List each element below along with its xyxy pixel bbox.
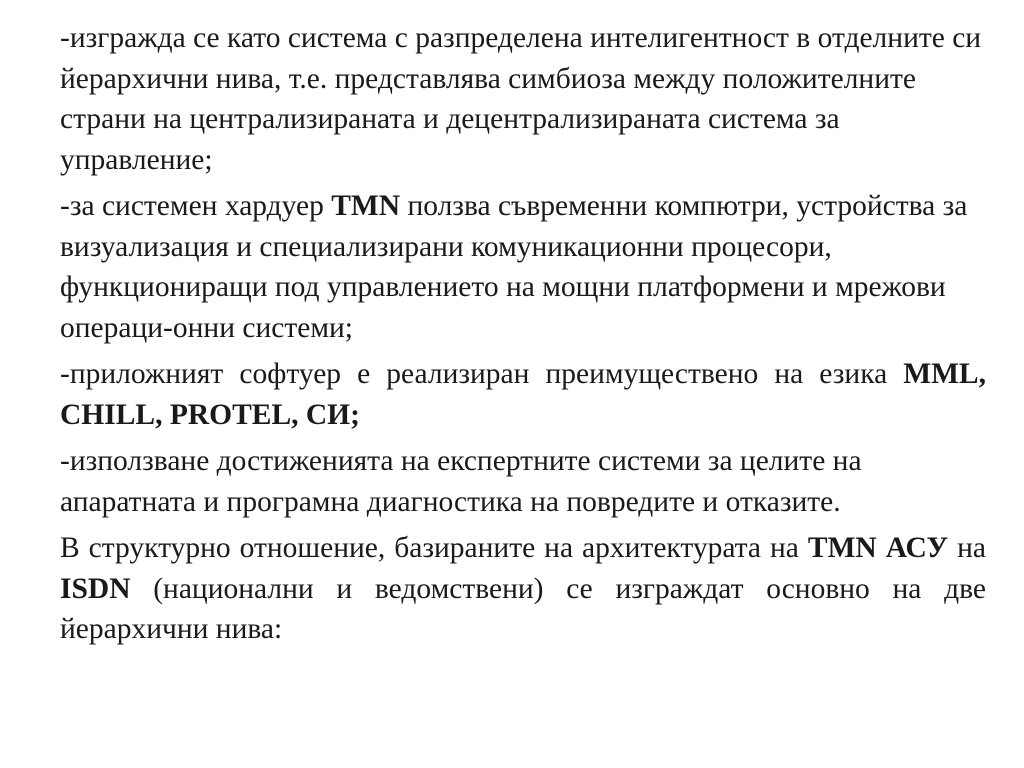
tmn-term: TMN bbox=[331, 190, 401, 222]
paragraph-text: -за системен хардуер bbox=[60, 190, 332, 222]
paragraph-application-software bbox=[60, 354, 986, 435]
paragraph-text: ползва съвременни компютри, устройства за визуализация и специализирани комуникационни процесори, функциониращи под управлението на мощни платформени и мрежови операци-онни системи; bbox=[60, 190, 968, 344]
slide-content bbox=[60, 18, 986, 656]
isdn-term: ISDN bbox=[60, 572, 131, 605]
paragraph-distributed-intelligence bbox=[60, 18, 986, 180]
paragraph-text: В структурно отношение, базираните на архитектурата на bbox=[60, 532, 808, 564]
paragraph-expert-systems bbox=[60, 441, 986, 522]
tmn-acu-term: TMN АСУ bbox=[807, 532, 949, 564]
paragraph-text: -приложният софтуер е реализиран преимуществено на езика bbox=[60, 358, 904, 390]
languages-list: MML, CHILL, PROTEL, СИ; bbox=[60, 358, 986, 431]
paragraph-structure bbox=[60, 528, 986, 650]
paragraph-system-hardware bbox=[60, 186, 986, 348]
paragraph-text: на bbox=[948, 532, 986, 564]
paragraph-text: -използване достиженията на експертните системи за целите на апаратната и програмна диагностика на повредите и отказите. bbox=[60, 445, 862, 518]
paragraph-text: (национални и ведомствени) се изграждат основно на две йерархични нива: bbox=[60, 572, 986, 645]
paragraph-text: -изгражда се като система с разпределена интелигентност в отделните си йерархични нива, т.е. представлява симбиоза между положителните страни на централизираната и децентрализираната система за управление; bbox=[60, 22, 982, 176]
